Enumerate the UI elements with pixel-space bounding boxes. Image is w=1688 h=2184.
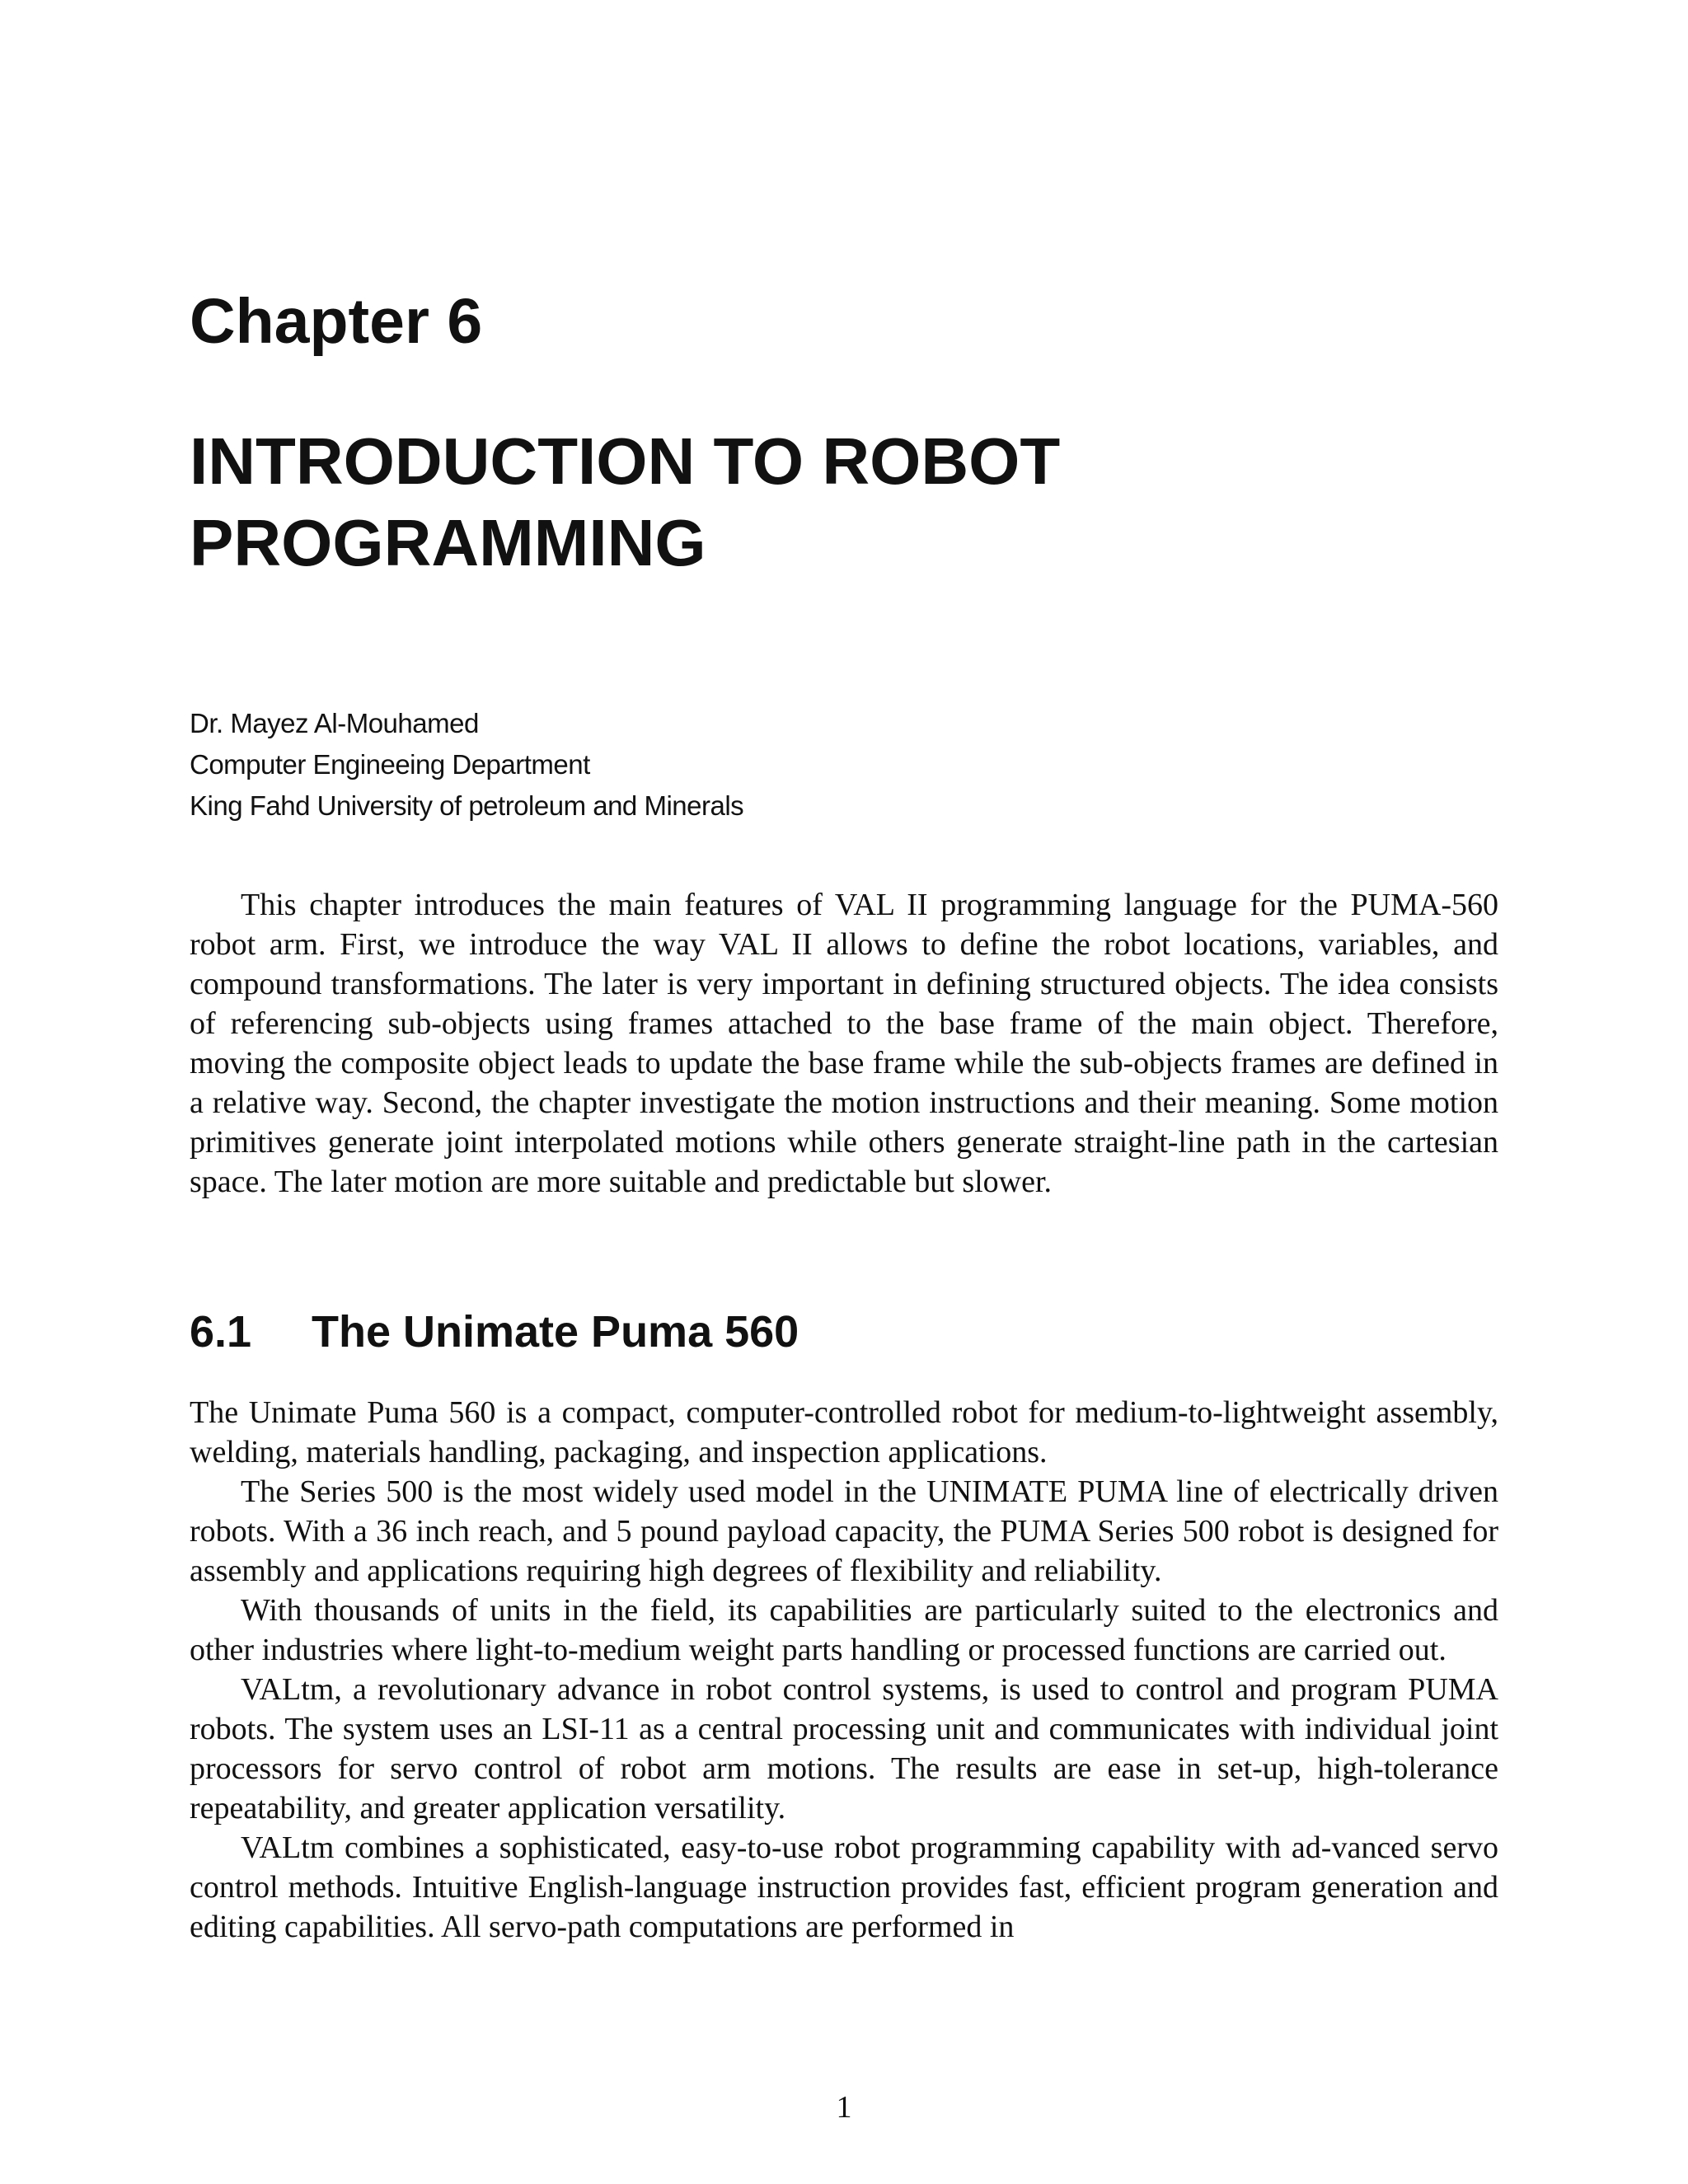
section-paragraph-4: VALtm, a revolutionary advance in robot control systems, is used to control and program PUMA robots. The system uses an LSI-11 as a central processing unit and communicates with individual joint processors for servo control of robot arm motions. The results are ease in set-up, high-tolerance repeatability, and greater application versatility. (190, 1672, 1498, 1825)
section-paragraph-2: The Series 500 is the most widely used model in the UNIMATE PUMA line of electrically driven robots. With a 36 inch reach, and 5 pound payload capacity, the PUMA Series 500 robot is designed for assembly and applications requiring high degrees of flexibility and reliability. (190, 1474, 1498, 1588)
section-number: 6.1 (190, 1307, 252, 1357)
chapter-title (190, 420, 1060, 583)
chapter-title-line-1: INTRODUCTION TO ROBOT (190, 424, 1061, 498)
author-department: Computer Engineeing Department (190, 749, 590, 780)
author-block (190, 703, 743, 827)
section-paragraph-3: With thousands of units in the field, its capabilities are particularly suited to the electronics and other industries where light-to-medium weight parts handling or processed functions are carried out. (190, 1593, 1498, 1667)
abstract-paragraph: This chapter introduces the main features of VAL II programming language for the PUMA-560 robot arm. First, we introduce the way VAL II allows to define the robot locations, variables, and compound transformations. The later is very important in defining structured objects. The idea consists of referencing sub-objects using frames attached to the base frame of the main object. Therefore, moving the composite object leads to update the base frame while the sub-objects frames are defined in a relative way. Second, the chapter investigate the motion instructions and their meaning. Some motion primitives generate joint interpolated motions while others generate straight-line path in the cartesian space. The later motion are more suitable and predictable but slower. (190, 888, 1498, 1199)
author-name: Dr. Mayez Al-Mouhamed (190, 708, 479, 738)
section-paragraph-1: The Unimate Puma 560 is a compact, computer-controlled robot for medium-to-lightweight assembly, welding, materials handling, packaging, and inspection applications. (190, 1395, 1498, 1469)
author-university: King Fahd University of petroleum and Minerals (190, 790, 744, 821)
section-paragraph-5: VALtm combines a sophisticated, easy-to-use robot programming capability with ad-vanced servo control methods. Intuitive English-language instruction provides fast, efficient program generation and editing capabilities. All servo-path computations are performed in (190, 1830, 1498, 1944)
page-number: 1 (836, 2090, 852, 2125)
section-title: The Unimate Puma 560 (312, 1307, 799, 1357)
section-heading (190, 1307, 799, 1357)
chapter-label: Chapter 6 (190, 286, 483, 357)
chapter-title-line-2: PROGRAMMING (190, 506, 706, 579)
section-body (190, 1393, 1498, 1947)
